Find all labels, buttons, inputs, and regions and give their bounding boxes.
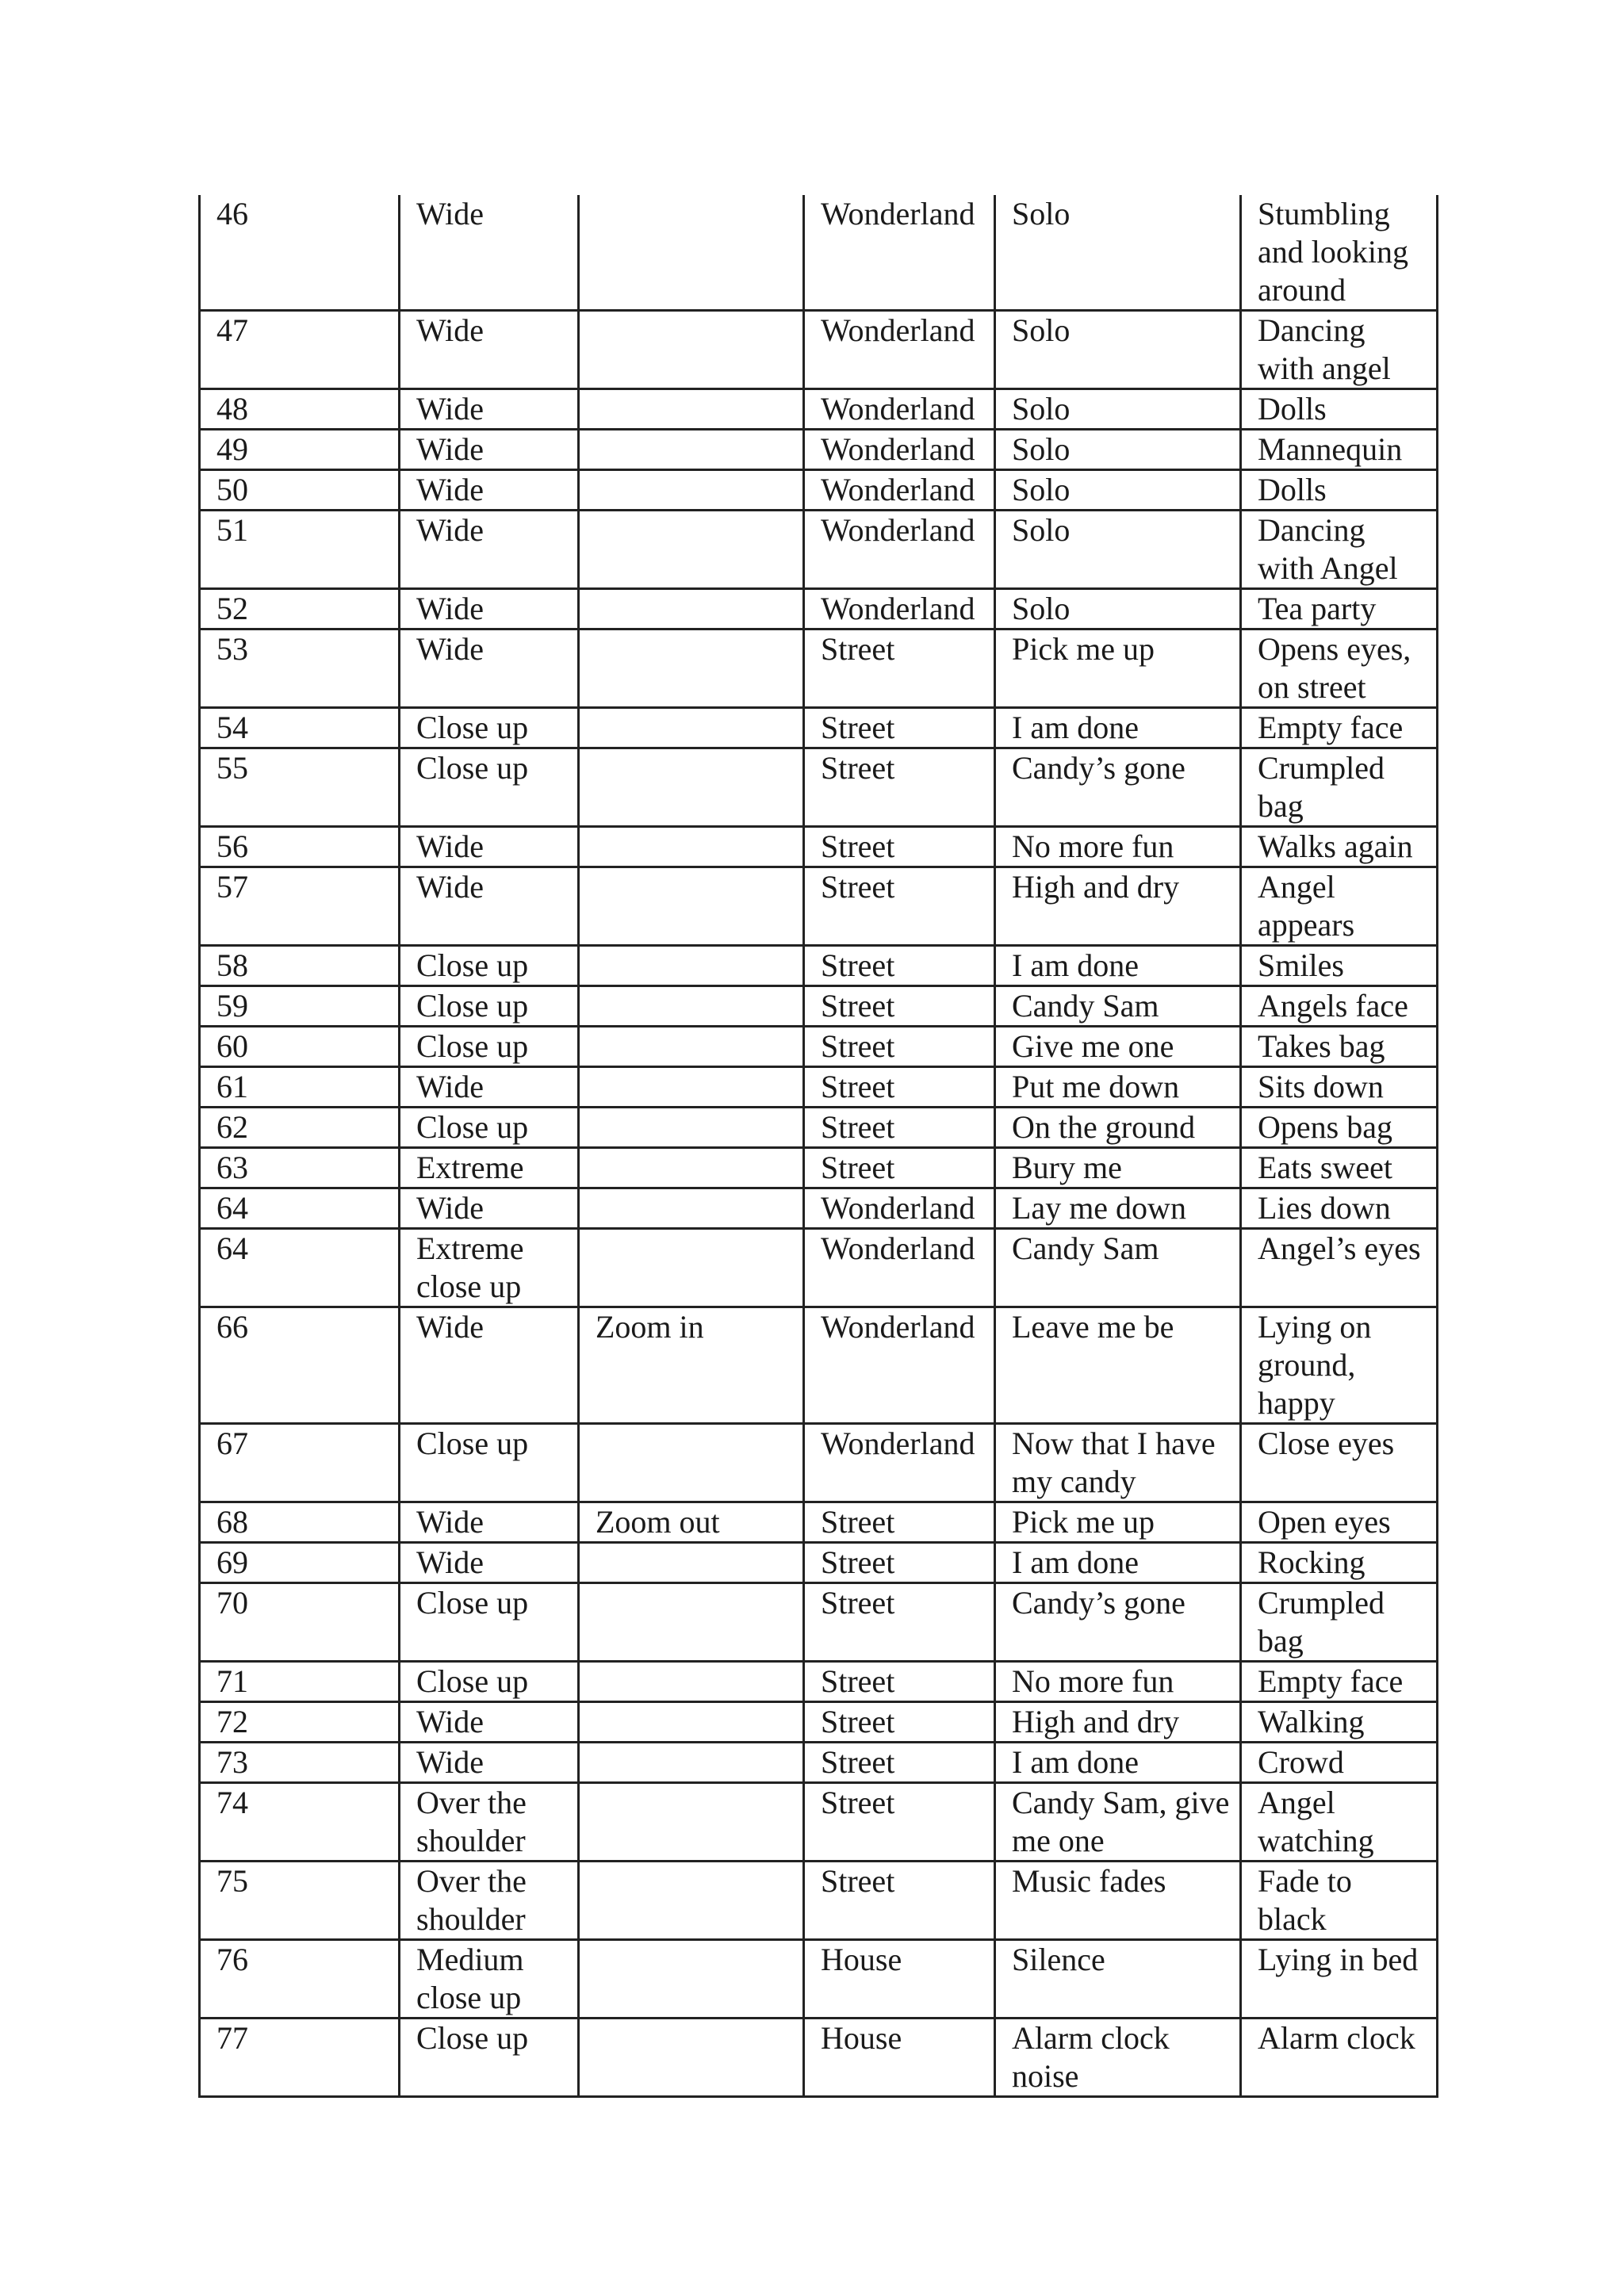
location-cell: Wonderland — [804, 1424, 995, 1502]
lyric-cell: Music fades — [995, 1862, 1241, 1940]
camera-move-cell: Zoom out — [579, 1502, 804, 1543]
action-cell: Lying in bed — [1241, 1940, 1438, 2019]
shot-type-cell: Wide — [400, 1188, 579, 1229]
camera-move-cell — [579, 470, 804, 511]
lyric-cell: Alarm clock noise — [995, 2019, 1241, 2097]
location-cell: Street — [804, 827, 995, 867]
camera-move-cell — [579, 1662, 804, 1702]
camera-move-cell — [579, 430, 804, 470]
shot-number-cell: 71 — [200, 1662, 400, 1702]
camera-move-cell — [579, 1148, 804, 1188]
location-cell: Wonderland — [804, 389, 995, 430]
action-cell: Lying on ground, happy — [1241, 1307, 1438, 1424]
table-row — [200, 1502, 1438, 1543]
lyric-cell: Solo — [995, 470, 1241, 511]
shot-type-cell: Wide — [400, 1543, 579, 1583]
location-cell: Street — [804, 1702, 995, 1743]
shot-type-cell: Wide — [400, 470, 579, 511]
shot-number-cell: 60 — [200, 1027, 400, 1067]
table-row — [200, 1702, 1438, 1743]
camera-move-cell — [579, 1027, 804, 1067]
lyric-cell: Candy’s gone — [995, 1583, 1241, 1662]
lyric-cell: Candy Sam — [995, 986, 1241, 1027]
action-cell: Crumpled bag — [1241, 1583, 1438, 1662]
shot-type-cell: Wide — [400, 629, 579, 708]
camera-move-cell — [579, 1543, 804, 1583]
table-row — [200, 1743, 1438, 1783]
camera-move-cell — [579, 1067, 804, 1108]
shot-number-cell: 77 — [200, 2019, 400, 2097]
camera-move-cell — [579, 1229, 804, 1307]
action-cell: Walking — [1241, 1702, 1438, 1743]
location-cell: Street — [804, 1743, 995, 1783]
lyric-cell: I am done — [995, 708, 1241, 748]
action-cell: Tea party — [1241, 589, 1438, 629]
location-cell: Street — [804, 1108, 995, 1148]
table-row — [200, 1148, 1438, 1188]
lyric-cell: No more fun — [995, 1662, 1241, 1702]
shot-number-cell: 51 — [200, 511, 400, 589]
table-row — [200, 748, 1438, 827]
lyric-cell: Put me down — [995, 1067, 1241, 1108]
lyric-cell: Solo — [995, 195, 1241, 311]
shot-number-cell: 76 — [200, 1940, 400, 2019]
camera-move-cell — [579, 389, 804, 430]
camera-move-cell — [579, 1583, 804, 1662]
shot-type-cell: Close up — [400, 1583, 579, 1662]
shot-number-cell: 64 — [200, 1188, 400, 1229]
shot-number-cell: 74 — [200, 1783, 400, 1862]
action-cell: Smiles — [1241, 946, 1438, 986]
location-cell: Street — [804, 946, 995, 986]
camera-move-cell: Zoom in — [579, 1307, 804, 1424]
lyric-cell: Candy Sam, give me one — [995, 1783, 1241, 1862]
table-row — [200, 589, 1438, 629]
shot-number-cell: 47 — [200, 311, 400, 389]
shot-list-body — [200, 195, 1438, 2097]
camera-move-cell — [579, 1424, 804, 1502]
location-cell: Wonderland — [804, 589, 995, 629]
shot-type-cell: Wide — [400, 1067, 579, 1108]
shot-type-cell: Close up — [400, 986, 579, 1027]
action-cell: Opens eyes, on street — [1241, 629, 1438, 708]
lyric-cell: Silence — [995, 1940, 1241, 2019]
shot-type-cell: Close up — [400, 2019, 579, 2097]
location-cell: Street — [804, 867, 995, 946]
table-row — [200, 1067, 1438, 1108]
shot-type-cell: Wide — [400, 511, 579, 589]
action-cell: Takes bag — [1241, 1027, 1438, 1067]
shot-number-cell: 46 — [200, 195, 400, 311]
action-cell: Empty face — [1241, 1662, 1438, 1702]
action-cell: Open eyes — [1241, 1502, 1438, 1543]
table-row — [200, 986, 1438, 1027]
shot-number-cell: 61 — [200, 1067, 400, 1108]
table-row — [200, 827, 1438, 867]
shot-number-cell: 54 — [200, 708, 400, 748]
shot-type-cell: Close up — [400, 1662, 579, 1702]
location-cell: Street — [804, 986, 995, 1027]
table-row — [200, 1027, 1438, 1067]
lyric-cell: On the ground — [995, 1108, 1241, 1148]
table-row — [200, 1583, 1438, 1662]
shot-number-cell: 49 — [200, 430, 400, 470]
location-cell: Street — [804, 708, 995, 748]
shot-number-cell: 72 — [200, 1702, 400, 1743]
location-cell: Street — [804, 748, 995, 827]
shot-number-cell: 69 — [200, 1543, 400, 1583]
action-cell: Angel watching — [1241, 1783, 1438, 1862]
action-cell: Stumbling and looking around — [1241, 195, 1438, 311]
shot-number-cell: 59 — [200, 986, 400, 1027]
action-cell: Mannequin — [1241, 430, 1438, 470]
action-cell: Rocking — [1241, 1543, 1438, 1583]
camera-move-cell — [579, 311, 804, 389]
location-cell: Street — [804, 629, 995, 708]
shot-type-cell: Wide — [400, 1702, 579, 1743]
shot-type-cell: Wide — [400, 389, 579, 430]
shot-type-cell: Close up — [400, 748, 579, 827]
location-cell: Wonderland — [804, 1307, 995, 1424]
action-cell: Alarm clock — [1241, 2019, 1438, 2097]
table-row — [200, 1424, 1438, 1502]
lyric-cell: Now that I have my candy — [995, 1424, 1241, 1502]
shot-type-cell: Close up — [400, 1424, 579, 1502]
shot-type-cell: Wide — [400, 1502, 579, 1543]
shot-number-cell: 48 — [200, 389, 400, 430]
table-row — [200, 470, 1438, 511]
lyric-cell: Solo — [995, 589, 1241, 629]
shot-number-cell: 52 — [200, 589, 400, 629]
shot-type-cell: Wide — [400, 589, 579, 629]
location-cell: Wonderland — [804, 195, 995, 311]
lyric-cell: Solo — [995, 430, 1241, 470]
action-cell: Sits down — [1241, 1067, 1438, 1108]
camera-move-cell — [579, 1743, 804, 1783]
shot-number-cell: 58 — [200, 946, 400, 986]
table-row — [200, 389, 1438, 430]
action-cell: Angels face — [1241, 986, 1438, 1027]
lyric-cell: Solo — [995, 311, 1241, 389]
shot-type-cell: Wide — [400, 867, 579, 946]
camera-move-cell — [579, 2019, 804, 2097]
shot-type-cell: Wide — [400, 430, 579, 470]
shot-type-cell: Wide — [400, 827, 579, 867]
table-row — [200, 195, 1438, 311]
lyric-cell: Lay me down — [995, 1188, 1241, 1229]
location-cell: House — [804, 2019, 995, 2097]
shot-number-cell: 70 — [200, 1583, 400, 1662]
table-row — [200, 1229, 1438, 1307]
shot-type-cell: Over the shoulder — [400, 1783, 579, 1862]
shot-type-cell: Extreme close up — [400, 1229, 579, 1307]
location-cell: Street — [804, 1148, 995, 1188]
lyric-cell: Bury me — [995, 1148, 1241, 1188]
camera-move-cell — [579, 1188, 804, 1229]
table-row — [200, 1662, 1438, 1702]
lyric-cell: Solo — [995, 511, 1241, 589]
location-cell: Street — [804, 1543, 995, 1583]
camera-move-cell — [579, 629, 804, 708]
table-row — [200, 946, 1438, 986]
lyric-cell: Candy Sam — [995, 1229, 1241, 1307]
camera-move-cell — [579, 511, 804, 589]
action-cell: Empty face — [1241, 708, 1438, 748]
table-row — [200, 1783, 1438, 1862]
table-row — [200, 1940, 1438, 2019]
camera-move-cell — [579, 1108, 804, 1148]
lyric-cell: Solo — [995, 389, 1241, 430]
shot-list-table — [198, 195, 1438, 2098]
table-row — [200, 1543, 1438, 1583]
action-cell: Walks again — [1241, 827, 1438, 867]
lyric-cell: Candy’s gone — [995, 748, 1241, 827]
shot-type-cell: Wide — [400, 1743, 579, 1783]
shot-number-cell: 68 — [200, 1502, 400, 1543]
shot-number-cell: 63 — [200, 1148, 400, 1188]
shot-type-cell: Wide — [400, 195, 579, 311]
shot-type-cell: Medium close up — [400, 1940, 579, 2019]
action-cell: Crumpled bag — [1241, 748, 1438, 827]
camera-move-cell — [579, 1940, 804, 2019]
lyric-cell: High and dry — [995, 1702, 1241, 1743]
lyric-cell: Leave me be — [995, 1307, 1241, 1424]
shot-number-cell: 62 — [200, 1108, 400, 1148]
lyric-cell: I am done — [995, 1543, 1241, 1583]
table-row — [200, 1862, 1438, 1940]
action-cell: Eats sweet — [1241, 1148, 1438, 1188]
action-cell: Dolls — [1241, 470, 1438, 511]
action-cell: Lies down — [1241, 1188, 1438, 1229]
location-cell: Wonderland — [804, 511, 995, 589]
location-cell: Street — [804, 1583, 995, 1662]
table-row — [200, 1307, 1438, 1424]
table-row — [200, 708, 1438, 748]
camera-move-cell — [579, 195, 804, 311]
table-row — [200, 511, 1438, 589]
action-cell: Dancing with angel — [1241, 311, 1438, 389]
shot-type-cell: Close up — [400, 708, 579, 748]
camera-move-cell — [579, 867, 804, 946]
location-cell: House — [804, 1940, 995, 2019]
location-cell: Wonderland — [804, 311, 995, 389]
lyric-cell: High and dry — [995, 867, 1241, 946]
shot-number-cell: 66 — [200, 1307, 400, 1424]
shot-type-cell: Wide — [400, 311, 579, 389]
location-cell: Wonderland — [804, 430, 995, 470]
shot-type-cell: Wide — [400, 1307, 579, 1424]
location-cell: Street — [804, 1502, 995, 1543]
action-cell: Dancing with Angel — [1241, 511, 1438, 589]
shot-number-cell: 64 — [200, 1229, 400, 1307]
shot-type-cell: Over the shoulder — [400, 1862, 579, 1940]
table-row — [200, 2019, 1438, 2097]
action-cell: Close eyes — [1241, 1424, 1438, 1502]
shot-type-cell: Extreme — [400, 1148, 579, 1188]
table-row — [200, 311, 1438, 389]
camera-move-cell — [579, 946, 804, 986]
shot-type-cell: Close up — [400, 1108, 579, 1148]
camera-move-cell — [579, 748, 804, 827]
action-cell: Fade to black — [1241, 1862, 1438, 1940]
location-cell: Street — [804, 1067, 995, 1108]
location-cell: Street — [804, 1862, 995, 1940]
lyric-cell: I am done — [995, 946, 1241, 986]
location-cell: Street — [804, 1027, 995, 1067]
location-cell: Street — [804, 1783, 995, 1862]
camera-move-cell — [579, 589, 804, 629]
lyric-cell: Pick me up — [995, 629, 1241, 708]
shot-number-cell: 53 — [200, 629, 400, 708]
shot-number-cell: 67 — [200, 1424, 400, 1502]
lyric-cell: I am done — [995, 1743, 1241, 1783]
shot-type-cell: Close up — [400, 946, 579, 986]
table-row — [200, 430, 1438, 470]
shot-type-cell: Close up — [400, 1027, 579, 1067]
camera-move-cell — [579, 827, 804, 867]
shot-number-cell: 75 — [200, 1862, 400, 1940]
location-cell: Wonderland — [804, 1188, 995, 1229]
shot-number-cell: 73 — [200, 1743, 400, 1783]
camera-move-cell — [579, 1862, 804, 1940]
action-cell: Dolls — [1241, 389, 1438, 430]
location-cell: Wonderland — [804, 1229, 995, 1307]
action-cell: Angel appears — [1241, 867, 1438, 946]
action-cell: Crowd — [1241, 1743, 1438, 1783]
action-cell: Opens bag — [1241, 1108, 1438, 1148]
table-row — [200, 1108, 1438, 1148]
camera-move-cell — [579, 1702, 804, 1743]
table-row — [200, 867, 1438, 946]
location-cell: Street — [804, 1662, 995, 1702]
camera-move-cell — [579, 708, 804, 748]
shot-number-cell: 57 — [200, 867, 400, 946]
table-row — [200, 1188, 1438, 1229]
location-cell: Wonderland — [804, 470, 995, 511]
table-row — [200, 629, 1438, 708]
shot-number-cell: 55 — [200, 748, 400, 827]
lyric-cell: Pick me up — [995, 1502, 1241, 1543]
shot-number-cell: 50 — [200, 470, 400, 511]
camera-move-cell — [579, 1783, 804, 1862]
camera-move-cell — [579, 986, 804, 1027]
lyric-cell: Give me one — [995, 1027, 1241, 1067]
action-cell: Angel’s eyes — [1241, 1229, 1438, 1307]
shot-number-cell: 56 — [200, 827, 400, 867]
lyric-cell: No more fun — [995, 827, 1241, 867]
